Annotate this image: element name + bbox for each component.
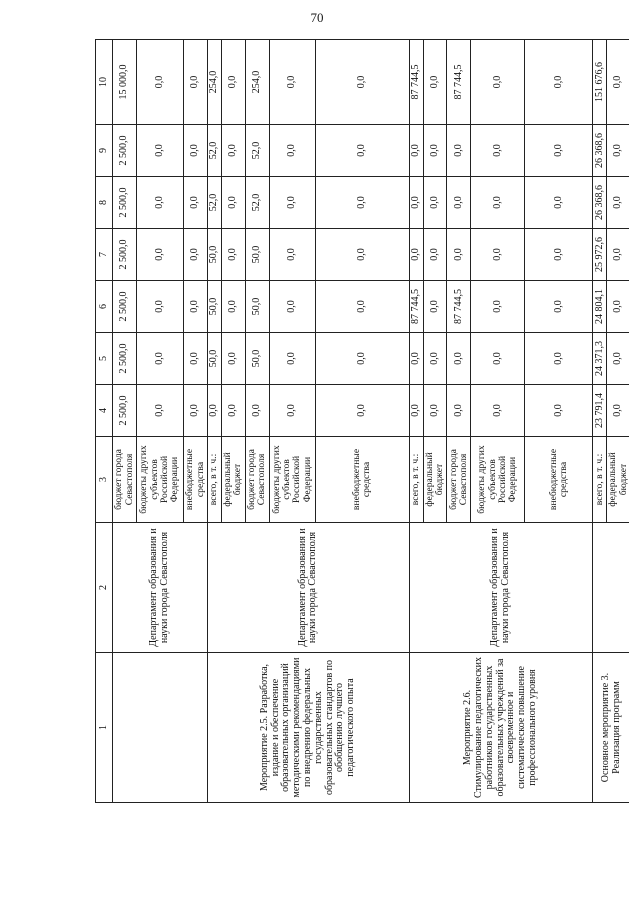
value-cell: 0,0	[607, 385, 629, 437]
col-header: 5	[96, 333, 113, 385]
table-inner	[95, 40, 629, 803]
measure-cell: Основное мероприятие 3. Реализация программ	[593, 653, 629, 803]
value-cell: 0,0	[607, 229, 629, 281]
value-cell: 0,0	[184, 281, 208, 333]
value-cell: 0,0	[222, 229, 246, 281]
value-cell: 0,0	[315, 229, 409, 281]
value-cell: 0,0	[315, 125, 409, 177]
value-cell: 0,0	[409, 333, 423, 385]
value-cell: 0,0	[208, 385, 222, 437]
value-cell: 0,0	[184, 333, 208, 385]
value-cell: 0,0	[607, 333, 629, 385]
value-cell: 0,0	[269, 333, 315, 385]
value-cell: 0,0	[607, 177, 629, 229]
source-cell: федеральный бюджет	[607, 437, 629, 523]
value-cell: 0,0	[409, 229, 423, 281]
value-cell: 0,0	[423, 385, 447, 437]
value-cell: 50,0	[245, 333, 269, 385]
value-cell: 0,0	[471, 229, 525, 281]
value-cell: 2 500,0	[113, 385, 137, 437]
value-cell: 0,0	[137, 125, 184, 177]
source-cell: бюджеты других субъектов Российской Федерации	[137, 437, 184, 523]
value-cell: 0,0	[471, 281, 525, 333]
page-number: 70	[310, 10, 324, 25]
value-cell: 0,0	[409, 385, 423, 437]
value-cell: 0,0	[137, 40, 184, 125]
value-cell: 0,0	[269, 125, 315, 177]
table-row	[409, 40, 423, 803]
value-cell: 0,0	[315, 177, 409, 229]
source-cell: бюджет города Севастополя	[113, 437, 137, 523]
value-cell: 0,0	[471, 333, 525, 385]
value-cell: 0,0	[269, 229, 315, 281]
value-cell: 50,0	[208, 281, 222, 333]
value-cell: 0,0	[525, 385, 593, 437]
value-cell: 24 804,1	[593, 281, 607, 333]
source-cell: бюджеты других субъектов Российской Федерации	[269, 437, 315, 523]
table-row	[113, 40, 137, 803]
value-cell: 2 500,0	[113, 333, 137, 385]
table-row	[593, 40, 607, 803]
value-cell: 0,0	[525, 177, 593, 229]
department-cell: Департамент образования и науки города Севастополя	[113, 523, 208, 653]
value-cell: 0,0	[269, 281, 315, 333]
value-cell: 0,0	[423, 125, 447, 177]
value-cell: 52,0	[245, 125, 269, 177]
value-cell: 0,0	[423, 333, 447, 385]
col-header: 9	[96, 125, 113, 177]
col-header: 4	[96, 385, 113, 437]
value-cell: 87 744,5	[447, 281, 471, 333]
value-cell: 0,0	[447, 385, 471, 437]
value-cell: 0,0	[607, 40, 629, 125]
value-cell: 0,0	[423, 177, 447, 229]
value-cell: 2 500,0	[113, 177, 137, 229]
value-cell: 0,0	[184, 177, 208, 229]
value-cell: 0,0	[184, 40, 208, 125]
value-cell: 254,0	[208, 40, 222, 125]
value-cell: 0,0	[423, 281, 447, 333]
col-header: 6	[96, 281, 113, 333]
col-header: 1	[96, 653, 113, 803]
value-cell: 0,0	[245, 385, 269, 437]
value-cell: 0,0	[137, 385, 184, 437]
source-cell: всего, в т. ч.:	[409, 437, 423, 523]
measure-cell	[113, 653, 208, 803]
value-cell: 50,0	[245, 281, 269, 333]
value-cell: 2 500,0	[113, 125, 137, 177]
value-cell: 0,0	[315, 385, 409, 437]
measure-cell: Мероприятие 2.5. Разработка, издание и обеспечение образовательных организаций методическими рекомендациями по внедрению федеральных государственных образовательных стандартов по обобщению лучшего педагогического опыта	[208, 653, 410, 803]
value-cell: 25 972,6	[593, 229, 607, 281]
value-cell: 0,0	[447, 177, 471, 229]
value-cell: 23 791,4	[593, 385, 607, 437]
value-cell: 0,0	[222, 281, 246, 333]
source-cell: бюджет города Севастополя	[447, 437, 471, 523]
value-cell: 0,0	[184, 229, 208, 281]
value-cell: 87 744,5	[409, 40, 423, 125]
value-cell: 0,0	[423, 229, 447, 281]
value-cell: 0,0	[607, 125, 629, 177]
value-cell: 50,0	[208, 229, 222, 281]
value-cell: 0,0	[222, 125, 246, 177]
value-cell: 151 676,6	[593, 40, 607, 125]
value-cell: 0,0	[471, 385, 525, 437]
value-cell: 0,0	[409, 125, 423, 177]
value-cell: 0,0	[471, 40, 525, 125]
value-cell: 0,0	[525, 40, 593, 125]
source-cell: внебюджетные средства	[525, 437, 593, 523]
value-cell: 0,0	[409, 177, 423, 229]
value-cell: 2 500,0	[113, 229, 137, 281]
col-header: 2	[96, 523, 113, 653]
measure-cell: Мероприятие 2.6. Стимулирование педагогических работников государственных образовательных учреждений за своевременное и систематическое повышение профессионального уровня	[409, 653, 593, 803]
value-cell: 0,0	[525, 229, 593, 281]
value-cell: 26 368,6	[593, 125, 607, 177]
source-cell: бюджет города Севастополя	[245, 437, 269, 523]
table-row	[208, 40, 222, 803]
value-cell: 0,0	[184, 385, 208, 437]
value-cell: 50,0	[208, 333, 222, 385]
value-cell: 15 000,0	[113, 40, 137, 125]
department-cell: Департамент образования и науки города Севастополя	[208, 523, 410, 653]
value-cell: 0,0	[222, 333, 246, 385]
value-cell: 0,0	[423, 40, 447, 125]
value-cell: 0,0	[525, 125, 593, 177]
department-cell	[593, 523, 629, 653]
value-cell: 52,0	[208, 125, 222, 177]
value-cell: 0,0	[222, 177, 246, 229]
value-cell: 0,0	[269, 40, 315, 125]
rotated-table-frame	[95, 40, 629, 803]
value-cell: 0,0	[525, 333, 593, 385]
department-cell: Департамент образования и науки города Севастополя	[409, 523, 593, 653]
value-cell: 0,0	[471, 177, 525, 229]
value-cell: 0,0	[447, 333, 471, 385]
value-cell: 0,0	[137, 281, 184, 333]
value-cell: 0,0	[471, 125, 525, 177]
value-cell: 87 744,5	[447, 40, 471, 125]
source-cell: федеральный бюджет	[222, 437, 246, 523]
source-cell: федеральный бюджет	[423, 437, 447, 523]
value-cell: 0,0	[315, 333, 409, 385]
financing-table	[95, 39, 629, 803]
value-cell: 0,0	[222, 385, 246, 437]
value-cell: 0,0	[137, 229, 184, 281]
value-cell: 0,0	[222, 40, 246, 125]
value-cell: 0,0	[269, 177, 315, 229]
value-cell: 50,0	[245, 229, 269, 281]
source-cell: внебюджетные средства	[184, 437, 208, 523]
value-cell: 87 744,5	[409, 281, 423, 333]
col-header: 8	[96, 177, 113, 229]
source-cell: бюджеты других субъектов Российской Федерации	[471, 437, 525, 523]
value-cell: 52,0	[208, 177, 222, 229]
column-number-row	[96, 40, 113, 803]
value-cell: 2 500,0	[113, 281, 137, 333]
value-cell: 0,0	[137, 333, 184, 385]
source-cell: всего, в т. ч.:	[208, 437, 222, 523]
value-cell: 0,0	[137, 177, 184, 229]
col-header: 10	[96, 40, 113, 125]
value-cell: 52,0	[245, 177, 269, 229]
value-cell: 0,0	[184, 125, 208, 177]
value-cell: 0,0	[315, 40, 409, 125]
value-cell: 0,0	[269, 385, 315, 437]
value-cell: 254,0	[245, 40, 269, 125]
source-cell: внебюджетные средства	[315, 437, 409, 523]
value-cell: 24 371,3	[593, 333, 607, 385]
value-cell: 0,0	[447, 229, 471, 281]
source-cell: всего, в т. ч.:	[593, 437, 607, 523]
value-cell: 0,0	[607, 281, 629, 333]
value-cell: 26 368,6	[593, 177, 607, 229]
value-cell: 0,0	[525, 281, 593, 333]
value-cell: 0,0	[315, 281, 409, 333]
col-header: 7	[96, 229, 113, 281]
value-cell: 0,0	[447, 125, 471, 177]
col-header: 3	[96, 437, 113, 523]
